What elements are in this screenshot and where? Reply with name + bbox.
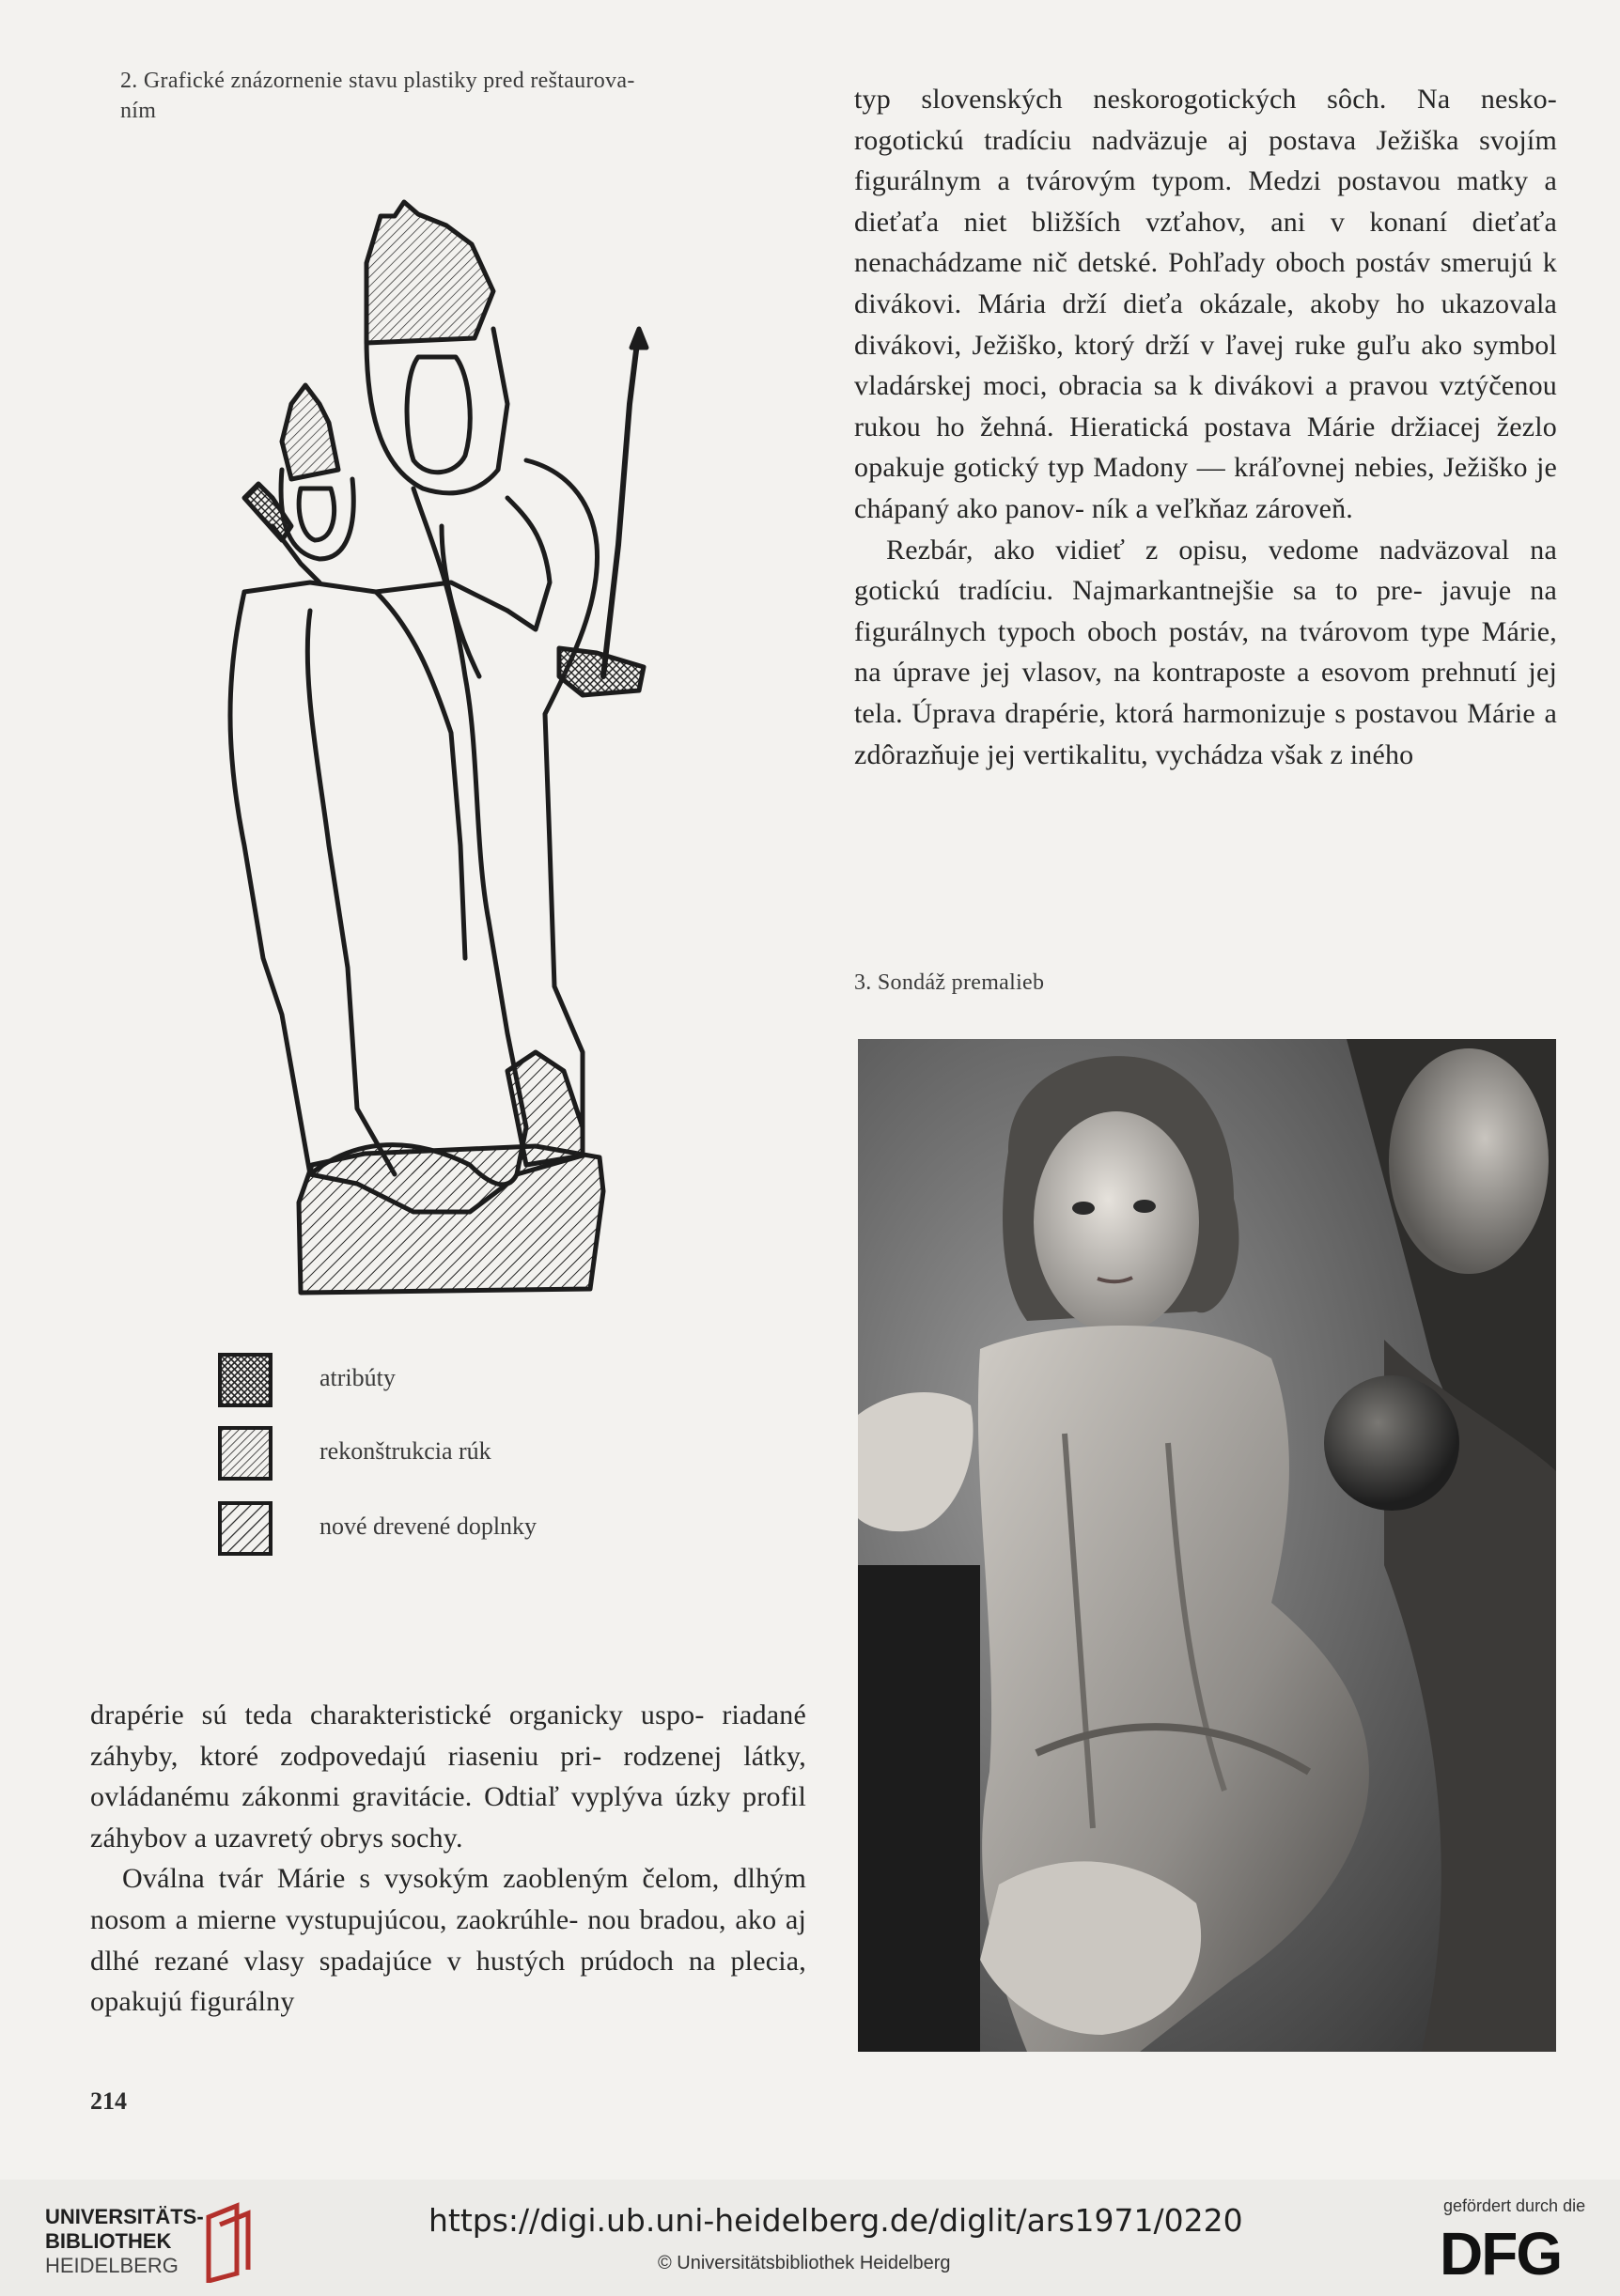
text-line: a zdôrazňuje jej vertikalitu, vychádza však z iného [854,697,1558,770]
text-line: riadané záhyby, ktoré zodpovedajú riaseniu pri- [90,1699,806,1772]
figure-2-caption-line-1: 2. Grafické znázornenie stavu plastiky pred reštaurova- [120,69,635,93]
library-name-line-3: HEIDELBERG [45,2254,179,2277]
left-paragraph-1 [90,1695,806,1858]
right-paragraph-1 [854,79,1557,530]
text-line: javuje na figurálnych typoch oboch postáv, na [854,575,1557,647]
figure-2-caption-line-2: ním [120,99,157,123]
legend-row-hand-reconstruction [218,1426,688,1482]
right-column-text [854,79,1557,775]
funding-note: gefördert durch die [1443,2196,1586,2215]
text-line: rogotickú tradíciu nadväzuje aj postava Ježiška [854,124,1459,156]
permalink-url[interactable]: https://digi.ub.uni-heidelberg.de/diglit/ars1971/0220 [428,2202,1243,2239]
text-line: nou bradou, ako aj dlhé rezané vlasy spadajúce [90,1903,807,1977]
text-line: rodzenej látky, ovládanému zákonmi gravitácie. [90,1740,806,1813]
text-line: Rezbár, ako vidieť z opisu, vedome nadväzoval [886,534,1510,566]
text-line: — kráľovnej nebies, Ježiško je chápaný ako panov- [854,452,1557,524]
text-line: kontraposte a esovom prehnutí jej tela. Úprava [854,657,1558,729]
text-line: v hustých prúdoch na plecia, opakujú figurálny [90,1945,806,2018]
text-line: svojím figurálnym a tvárovým typom. Medzi [854,124,1557,197]
statue-restoration-diagram [226,188,667,1315]
sculpture-photo [858,1039,1556,2052]
text-line: tvárovom type Márie, na úprave jej vlasov, na [854,615,1557,689]
copyright-notice: © Universitätsbibliothek Heidelberg [658,2253,951,2273]
left-column-text [90,1695,806,2023]
text-line: Pohľady oboch postáv smerujú k divákovi. Mária [854,247,1557,319]
text-line: obrys sochy. [319,1822,463,1854]
text-line: vladárskej moci, obracia sa k divákovi a pravou [854,370,1429,402]
dfg-logo[interactable]: DFG [1440,2220,1562,2288]
legend-label: atribúty [319,1364,396,1391]
fine-hatch-swatch [218,1426,273,1481]
text-line: ani v konaní dieťaťa nenachádzame nič detské. [854,206,1558,279]
child-hand-reconstruction [244,484,291,540]
child-crown [282,385,338,479]
legend-label: rekonštrukcia rúk [319,1437,491,1465]
university-library-logo[interactable] [45,2198,233,2283]
text-line: na gotickú tradíciu. Najmarkantnejšie sa to pre- [854,534,1557,607]
text-line: drapérie sú teda charakteristické organicky uspo- [90,1699,705,1730]
text-line: Odtiaľ vyplýva úzky profil záhybov a uzavretý [90,1781,806,1854]
text-line: drží dieťa okázale, akoby ho ukazovala divákovi, [854,287,1557,361]
library-emblem-icon [199,2198,261,2283]
text-line: Oválna tvár Márie s vysokým zaobleným čelom, [122,1863,720,1895]
text-line: ník a veľkňaz zároveň. [1091,492,1353,524]
text-line: dlhým nosom a mierne vystupujúcou, zaokrúhle- [90,1863,807,1935]
crosshatch-swatch [218,1353,273,1407]
diagonal-hatch-swatch [218,1501,273,1556]
text-line: typ slovenských neskorogotických sôch. Na nesko- [854,84,1557,115]
page-number: 214 [90,2087,127,2115]
library-name-line-1: UNIVERSITÄTS- [45,2205,204,2228]
sceptre [603,343,637,676]
legend-label: nové drevené doplnky [319,1513,537,1540]
right-paragraph-2 [854,530,1557,776]
text-line: Márie držiacej žezlo opakuje gotický typ Madony [854,411,1557,484]
left-paragraph-2 [90,1858,806,2022]
legend-row-attributes [218,1353,688,1409]
figure-2-caption [120,66,834,126]
text-line: postavou matky a dieťaťa niet bližších vzťahov, [854,165,1558,238]
figure-3-caption: 3. Sondáž premalieb [854,970,1045,995]
text-line: Ježiško, ktorý drží v ľavej ruke guľu ako symbol [972,329,1557,361]
text-line: drapérie, ktorá harmonizuje s postavou Márie [1005,697,1535,729]
mary-crown [366,202,493,343]
legend-row-new-wood [218,1501,688,1558]
text-line: vztýčenou rukou ho žehná. Hieratická postava [854,370,1557,442]
library-name-line-2: BIBLIOTHEK [45,2229,172,2253]
